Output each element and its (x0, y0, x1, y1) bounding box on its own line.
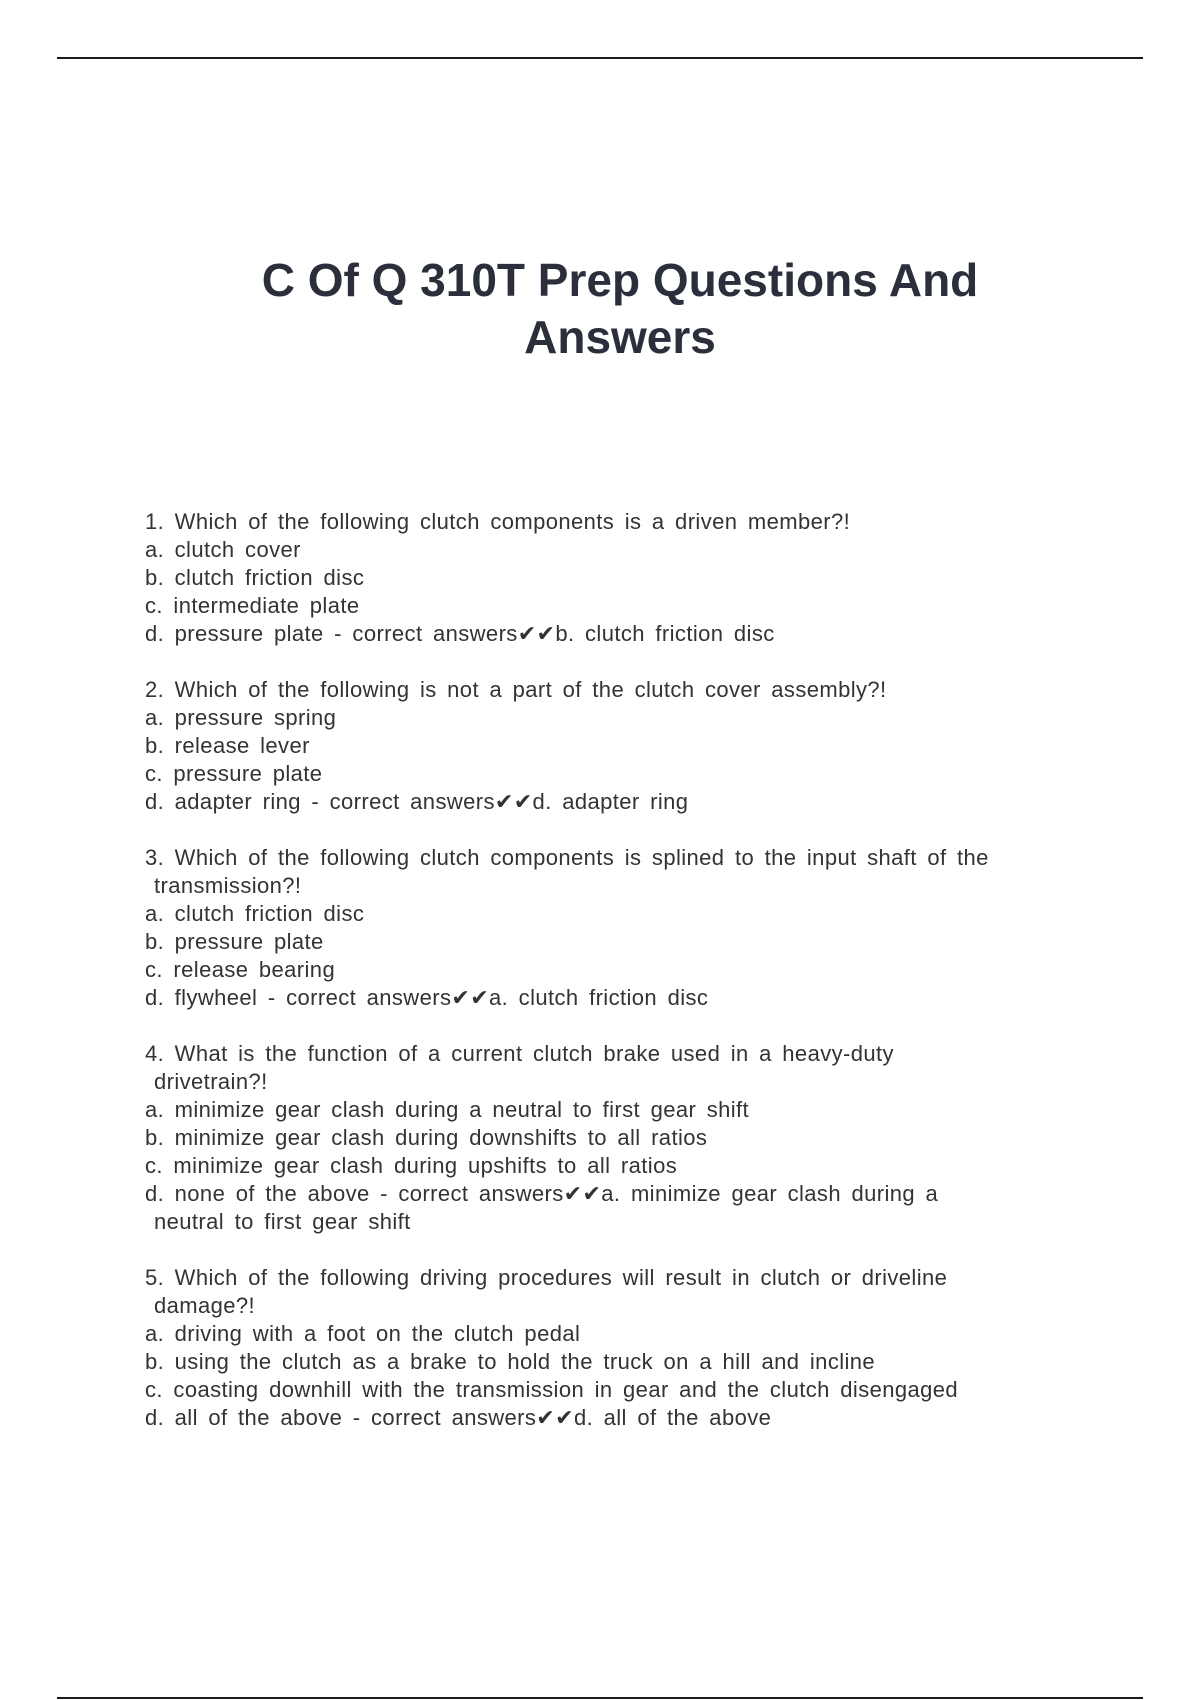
question-text-continued: damage?! (154, 1293, 256, 1318)
answer-option: c. pressure plate (145, 761, 323, 786)
answer-option-with-correct-answer: d. pressure plate - correct answers✔✔b. clutch friction disc (145, 621, 775, 646)
answer-option: a. minimize gear clash during a neutral to first gear shift (145, 1097, 750, 1122)
answer-option-with-correct-answer: d. flywheel - correct answers✔✔a. clutch friction disc (145, 985, 709, 1010)
question-block-2 (145, 676, 1085, 816)
answer-option: c. coasting downhill with the transmission in gear and the clutch disengaged (145, 1377, 959, 1402)
answer-option: a. driving with a foot on the clutch pedal (145, 1321, 581, 1346)
bottom-rule (57, 1697, 1143, 1699)
answer-option-with-correct-answer: d. none of the above - correct answers✔✔a. minimize gear clash during a (145, 1181, 939, 1206)
title-line-2: Answers (524, 311, 716, 363)
question-text: 5. Which of the following driving procedures will result in clutch or driveline (145, 1265, 948, 1290)
title-line-1: C Of Q 310T Prep Questions And (261, 254, 979, 306)
document-title (150, 252, 1090, 366)
answer-option: b. using the clutch as a brake to hold the truck on a hill and incline (145, 1349, 876, 1374)
correct-answer-continued: neutral to first gear shift (154, 1209, 411, 1234)
question-text: 3. Which of the following clutch components is splined to the input shaft of the (145, 845, 989, 870)
question-list (145, 508, 1085, 1460)
answer-option: a. clutch cover (145, 537, 301, 562)
answer-option-with-correct-answer: d. all of the above - correct answers✔✔d. all of the above (145, 1405, 772, 1430)
question-block-3 (145, 844, 1085, 1012)
question-block-5 (145, 1264, 1085, 1432)
answer-option-with-correct-answer: d. adapter ring - correct answers✔✔d. adapter ring (145, 789, 689, 814)
question-block-4 (145, 1040, 1085, 1236)
question-block-1 (145, 508, 1085, 648)
question-text-continued: transmission?! (154, 873, 302, 898)
answer-option: b. release lever (145, 733, 310, 758)
answer-option: c. minimize gear clash during upshifts to all ratios (145, 1153, 678, 1178)
question-text: 4. What is the function of a current clutch brake used in a heavy-duty (145, 1041, 894, 1066)
question-text: 1. Which of the following clutch components is a driven member?! (145, 509, 851, 534)
answer-option: b. clutch friction disc (145, 565, 365, 590)
answer-option: a. pressure spring (145, 705, 337, 730)
top-rule (57, 57, 1143, 59)
answer-option: c. intermediate plate (145, 593, 360, 618)
question-text: 2. Which of the following is not a part of the clutch cover assembly?! (145, 677, 887, 702)
question-text-continued: drivetrain?! (154, 1069, 268, 1094)
answer-option: a. clutch friction disc (145, 901, 365, 926)
answer-option: b. minimize gear clash during downshifts to all ratios (145, 1125, 708, 1150)
answer-option: c. release bearing (145, 957, 336, 982)
answer-option: b. pressure plate (145, 929, 324, 954)
